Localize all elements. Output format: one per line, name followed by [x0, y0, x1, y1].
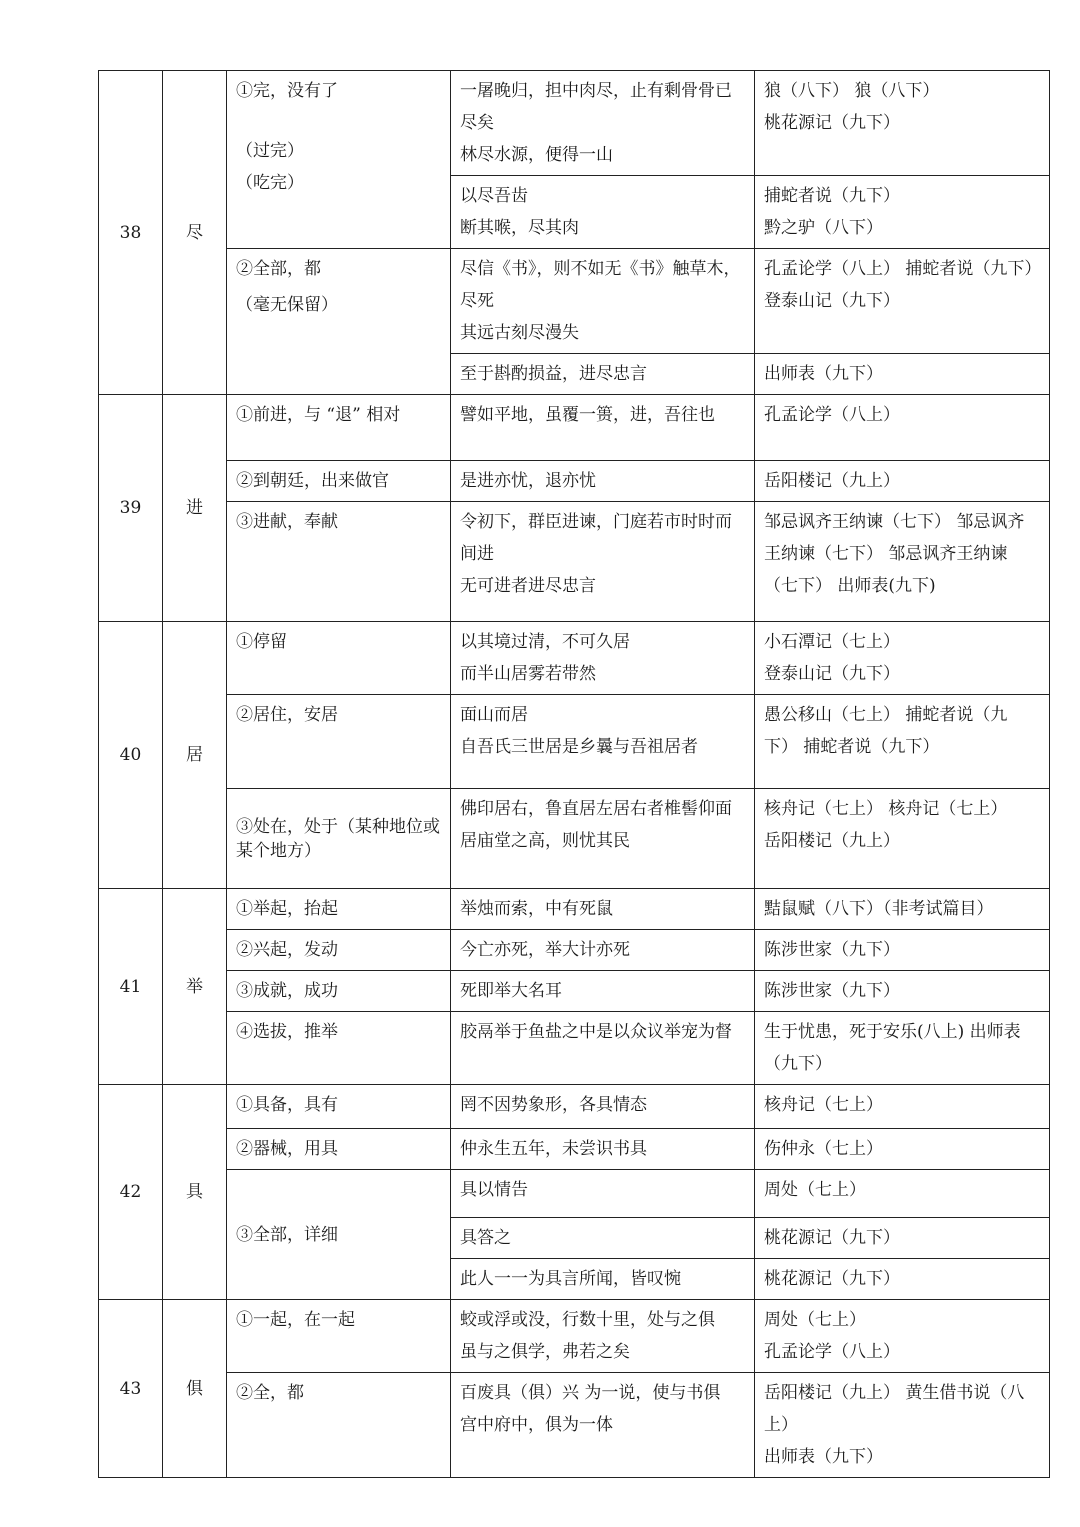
source-text: 周处（七上）	[764, 1180, 866, 1200]
example-text: 以其境过清，不可久居	[460, 632, 630, 652]
meaning-label: ②全，都	[236, 1383, 304, 1403]
entry-number: 42	[99, 1085, 163, 1300]
example-cell	[451, 1129, 755, 1170]
table-row	[99, 789, 1050, 889]
source-text: 黠鼠赋（八下）（非考试篇目）	[764, 899, 994, 919]
example-text: 居庙堂之高，则忧其民	[460, 831, 630, 851]
meaning-cell	[227, 249, 451, 395]
example-text: 尽信《书》，则不如无《书》触草木，尽死	[460, 259, 741, 311]
source-cell	[755, 1218, 1050, 1259]
source-text: 陈涉世家（九下）	[764, 981, 900, 1001]
source-text: 岳阳楼记（九上）	[764, 831, 900, 851]
source-text: 小石潭记（七上）	[764, 632, 900, 652]
table-row	[99, 1085, 1050, 1129]
source-cell	[755, 1259, 1050, 1300]
table-row	[99, 249, 1050, 354]
source-cell	[755, 71, 1050, 176]
example-text: 无可进者进尽忠言	[460, 576, 596, 596]
source-cell	[755, 889, 1050, 930]
example-text: 佛印居右，鲁直居左居右者椎髻仰面	[460, 799, 732, 819]
example-text: 胶鬲举于鱼盐之中是以众议举宠为督	[460, 1022, 732, 1042]
source-cell	[755, 622, 1050, 695]
example-text: 而半山居雾若带然	[460, 664, 596, 684]
example-text: 一屠晚归，担中肉尽，止有剩骨骨已尽矣	[460, 81, 732, 133]
example-cell	[451, 1218, 755, 1259]
source-cell	[755, 1170, 1050, 1218]
entry-character: 举	[163, 889, 227, 1085]
meaning-cell	[227, 461, 451, 502]
example-text: 具答之	[460, 1228, 511, 1248]
meaning-label: ①具备，具有	[236, 1095, 338, 1115]
example-text: 百废具（俱）兴 为一说，使与书俱	[460, 1383, 721, 1403]
source-text: 登泰山记（九下）	[764, 291, 900, 311]
example-text: 面山而居	[460, 705, 528, 725]
example-cell	[451, 1012, 755, 1085]
meaning-label: ①停留	[236, 632, 287, 652]
meaning-cell	[227, 622, 451, 695]
example-text: 譬如平地，虽覆一篑，进，吾往也	[460, 405, 715, 425]
source-text: 孔孟论学（八上）	[764, 405, 900, 425]
meaning-cell	[227, 789, 451, 889]
source-cell	[755, 1373, 1050, 1478]
meaning-label: ②兴起，发动	[236, 940, 338, 960]
source-text: 桃花源记（九下）	[764, 1269, 900, 1289]
meaning-note: （毫无保留）	[236, 295, 338, 315]
source-cell	[755, 1129, 1050, 1170]
entry-number: 43	[99, 1300, 163, 1478]
source-cell	[755, 249, 1050, 354]
table-row	[99, 1170, 1050, 1218]
source-cell	[755, 1300, 1050, 1373]
meaning-label: ②全部，都	[236, 259, 321, 279]
meaning-cell	[227, 1085, 451, 1129]
example-cell	[451, 354, 755, 395]
example-cell	[451, 695, 755, 789]
example-cell	[451, 1085, 755, 1129]
source-text: 愚公移山（七上） 捕蛇者说（九下） 捕蛇者说（九下）	[764, 705, 1008, 757]
meaning-cell	[227, 1373, 451, 1478]
table-row	[99, 71, 1050, 176]
example-text: 今亡亦死，举大计亦死	[460, 940, 630, 960]
source-text: 周处（七上）	[764, 1310, 866, 1330]
source-text: 捕蛇者说（九下）	[764, 186, 900, 206]
meaning-note: （吃完）	[236, 173, 304, 193]
meaning-label: ①完，没有了	[236, 81, 338, 101]
example-cell	[451, 971, 755, 1012]
meaning-cell	[227, 695, 451, 789]
entry-number: 40	[99, 622, 163, 889]
source-text: 伤仲永（七上）	[764, 1139, 883, 1159]
source-cell	[755, 461, 1050, 502]
source-text: 黔之驴（八下）	[764, 218, 883, 238]
meaning-cell	[227, 1170, 451, 1300]
source-cell	[755, 971, 1050, 1012]
source-cell	[755, 930, 1050, 971]
table-row	[99, 695, 1050, 789]
meaning-cell	[227, 395, 451, 461]
meaning-cell	[227, 1300, 451, 1373]
example-text: 蛟或浮或没，行数十里，处与之俱	[460, 1310, 715, 1330]
example-cell	[451, 502, 755, 622]
example-text: 林尽水源，便得一山	[460, 145, 613, 165]
table-row	[99, 461, 1050, 502]
source-text: 孔孟论学（八上） 捕蛇者说（九下）	[764, 259, 1042, 279]
source-text: 核舟记（七上） 核舟记（七上）	[764, 799, 1008, 819]
source-cell	[755, 176, 1050, 249]
table-row	[99, 971, 1050, 1012]
source-cell	[755, 1085, 1050, 1129]
source-text: 岳阳楼记（九上）	[764, 471, 900, 491]
example-text: 仲永生五年，未尝识书具	[460, 1139, 647, 1159]
example-cell	[451, 1373, 755, 1478]
table-row	[99, 1373, 1050, 1478]
example-text: 死即举大名耳	[460, 981, 562, 1001]
source-text: 出师表（九下）	[764, 364, 883, 384]
example-cell	[451, 930, 755, 971]
meaning-cell	[227, 71, 451, 249]
meaning-cell	[227, 1129, 451, 1170]
example-text: 具以情告	[460, 1180, 528, 1200]
table-row	[99, 889, 1050, 930]
source-text: 岳阳楼记（九上） 黄生借书说（八上）	[764, 1383, 1025, 1435]
table-row	[99, 395, 1050, 461]
example-cell	[451, 176, 755, 249]
example-text: 令初下，群臣进谏，门庭若市时时而间进	[460, 512, 732, 564]
example-text: 宫中府中，俱为一体	[460, 1415, 613, 1435]
source-cell	[755, 1012, 1050, 1085]
meaning-label: ①前进，与 “退” 相对	[236, 405, 401, 425]
example-cell	[451, 622, 755, 695]
example-text: 虽与之俱学，弗若之矣	[460, 1342, 630, 1362]
table-row	[99, 1012, 1050, 1085]
example-text: 以尽吾齿	[460, 186, 528, 206]
entry-character: 进	[163, 395, 227, 622]
source-text: 桃花源记（九下）	[764, 1228, 900, 1248]
meaning-label: ③全部，详细	[236, 1224, 338, 1245]
meaning-cell	[227, 930, 451, 971]
source-text: 狼（八下） 狼（八下）	[764, 81, 940, 101]
example-text: 至于斟酌损益，进尽忠言	[460, 364, 647, 384]
example-cell	[451, 1300, 755, 1373]
example-text: 断其喉，尽其肉	[460, 218, 579, 238]
example-text: 自吾氏三世居是乡曩与吾祖居者	[460, 737, 698, 757]
entry-number: 38	[99, 71, 163, 395]
example-text: 举烛而索，中有死鼠	[460, 899, 613, 919]
source-cell	[755, 502, 1050, 622]
entry-number: 39	[99, 395, 163, 622]
meaning-cell	[227, 971, 451, 1012]
example-cell	[451, 249, 755, 354]
meaning-label: ③成就，成功	[236, 981, 338, 1001]
source-text: 登泰山记（九下）	[764, 664, 900, 684]
meaning-label: ①一起，在一起	[236, 1310, 355, 1330]
example-cell	[451, 71, 755, 176]
meaning-label: ①举起，抬起	[236, 899, 338, 919]
source-cell	[755, 395, 1050, 461]
meaning-cell	[227, 889, 451, 930]
meaning-label: ③进献，奉献	[236, 512, 338, 532]
meaning-cell	[227, 1012, 451, 1085]
entry-character: 具	[163, 1085, 227, 1300]
source-text: 陈涉世家（九下）	[764, 940, 900, 960]
table-row	[99, 502, 1050, 622]
meaning-label: ②居住，安居	[236, 705, 338, 725]
source-text: 孔孟论学（八上）	[764, 1342, 900, 1362]
table-row	[99, 1300, 1050, 1373]
source-text: 出师表（九下）	[764, 1447, 883, 1467]
example-text: 罔不因势象形，各具情态	[460, 1095, 647, 1115]
source-cell	[755, 789, 1050, 889]
example-text: 是进亦忧，退亦忧	[460, 471, 596, 491]
example-cell	[451, 1170, 755, 1218]
vocabulary-table	[98, 70, 1050, 1478]
meaning-label: ④选拔，推举	[236, 1022, 338, 1042]
meaning-label: ②器械，用具	[236, 1139, 338, 1159]
meaning-label: ③处在，处于（某种地位或某个地方）	[236, 816, 440, 861]
source-cell	[755, 695, 1050, 789]
source-text: 邹忌讽齐王纳谏（七下） 邹忌讽齐王纳谏（七下） 邹忌讽齐王纳谏（七下） 出师表(九下)	[764, 512, 1025, 596]
example-cell	[451, 461, 755, 502]
meaning-note: （过完）	[236, 141, 304, 161]
example-cell	[451, 889, 755, 930]
source-text: 生于忧患，死于安乐(八上) 出师表（九下）	[764, 1022, 1021, 1074]
example-text: 其远古刻尽漫失	[460, 323, 579, 343]
entry-character: 俱	[163, 1300, 227, 1478]
table-row	[99, 1129, 1050, 1170]
entry-number: 41	[99, 889, 163, 1085]
entry-character: 居	[163, 622, 227, 889]
source-text: 核舟记（七上）	[764, 1095, 883, 1115]
example-cell	[451, 1259, 755, 1300]
source-cell	[755, 354, 1050, 395]
example-cell	[451, 395, 755, 461]
example-cell	[451, 789, 755, 889]
table-row	[99, 930, 1050, 971]
meaning-label: ②到朝廷，出来做官	[236, 471, 389, 491]
source-text: 桃花源记（九下）	[764, 113, 900, 133]
example-text: 此人一一为具言所闻，皆叹惋	[460, 1269, 681, 1289]
entry-character: 尽	[163, 71, 227, 395]
table-row	[99, 622, 1050, 695]
meaning-cell	[227, 502, 451, 622]
